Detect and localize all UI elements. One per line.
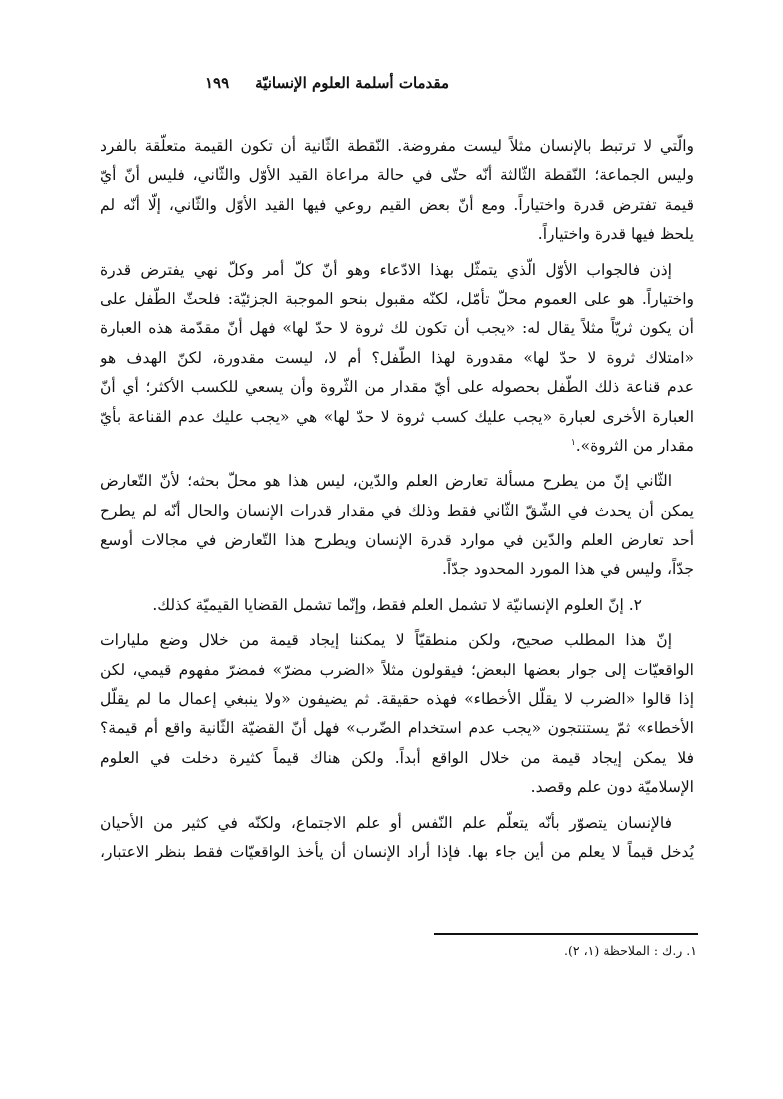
text-line: يمكن أن يحدث في الشّقّ الثّاني فقط وذلك في مقدار قدرات الإنسان والحال أنّه لم يطرح [100,501,694,520]
text-line [100,432,694,461]
footnote-reference[interactable]: ١ [570,437,576,448]
text-line: أحد تعارض العلم والدّين في موارد قدرة الإنسان ويطرح هذا التّعارض في مجالات أوسع [100,531,694,550]
text-line: العبارة الأخرى لعبارة «يجب عليك كسب ثروة لا حدّ لها» هي «يجب عليك عدم القناعة بأيّ [100,407,694,426]
text-line: واختياراً. هو على العموم محلّ تأمّل، لكنّه مقبول بنحو الموجبة الجزئيّة: فلحثّ الطّفل على [100,289,694,308]
header-title: مقدمات أسلمة العلوم الإنسانيّة [255,74,450,92]
text-line: إذن فالجواب الأوّل الّذي يتمثّل بهذا الادّعاء وهو أنّ كلّ أمر وكلّ نهي يفترض قدرة [100,260,672,279]
text-line: الثّاني إنّ من يطرح مسألة تعارض العلم والدّين، ليس هذا هو محلّ بحثه؛ لأنّ التّعارض [100,472,672,491]
text-line: فلا يمكن إيجاد قيمة من خلال الواقع أبداً. ولكن هناك قيماً كثيرة دخلت في العلوم [100,748,694,767]
text-line: يُدخل قيماً لا يعلم من أين جاء بها. فإذا أراد الإنسان أن يأخذ الواقعيّات فقط بنظر الاعتبار، [100,842,694,861]
text-line: ٢. إنّ العلوم الإنسانيّة لا تشمل العلم فقط، وإنّما تشمل القضايا القيميّة كذلك. [152,595,642,614]
text-line: وليس الجماعة؛ النّقطة الثّالثة أنّه حتّى في حالة مراعاة القيد الأوّل والثّاني، فليس أنّ أيّ [100,166,694,185]
page-number: ١٩٩ [205,74,230,92]
paragraph [100,467,694,585]
text-line: يلحظ فيها قدرة واختياراً. [537,225,694,244]
text-line: عدم قناعة ذلك الطّفل بحصوله على أيّ مقدار من الثّروة وأن يسعي للكسب الأكثر؛ أي أنّ [100,378,694,397]
text-line: والّتي لا ترتبط بالإنسان مثلاً ليست مفروضة. النّقطة الثّانية أن تكون القيمة متعلّقة بالفرد [100,137,694,155]
body-text [100,132,694,873]
running-header [205,74,449,92]
text-line-content: مقدار من الثروة». [575,436,694,455]
paragraph [100,809,694,868]
text-line: إذا قالوا «الضرب لا يقلّل الأخطاء» فهذه حقيقة. ثم يضيفون «ولا ينبغي إعمال ما لم يقلّل [100,690,694,709]
text-line: «امتلاك ثروة لا حدّ لها» مقدورة لهذا الطّفل؟ أم لا، ليست مقدورة، لكنّ الهدف هو [100,348,694,367]
paragraph [100,626,694,802]
text-line: إنّ هذا المطلب صحيح، ولكن منطقيّاً لا يمكننا إيجاد قيمة من خلال وضع مليارات [100,631,672,650]
paragraph [100,256,694,462]
text-line: الواقعيّات إلى جوار بعضها البعض؛ فيقولون مثلاً «الضرب مضرّ» فمضرّ مفهوم قيمي، لكن [100,660,694,679]
paragraph [100,132,694,250]
text-line: قيمة تفترض قدرة واختياراً. ومع أنّ بعض القيم روعي فيها القيد الأوّل والثّاني، إلّا أنّه لم [100,195,694,214]
text-line: الأخطاء» ثمّ يستنتجون «يجب عدم استخدام الضّرب» فهل أنّ القضيّة الثّانية واقع أم قيمة؟ [100,719,694,738]
text-line: فالإنسان يتصوّر بأنّه يتعلّم علم النّفس أو علم الاجتماع، ولكنّه في كثير من الأحيان [100,813,672,832]
text-line: جدّاً، وليس في هذا المورد المحدود جدّاً. [441,560,694,579]
footnote-separator [434,933,698,935]
text-line: الإسلاميّة دون علم وقصد. [530,778,694,797]
numbered-point [100,591,694,620]
footnote: ١. ر.ك : الملاحظة (١، ٢). [564,943,697,958]
text-line: أن يكون ثريّاً مثلاً يقال له: «يجب أن تكون لك ثروة لا حدّ لها» فهل أنّ مقدّمة هذه العبارة [100,319,694,338]
